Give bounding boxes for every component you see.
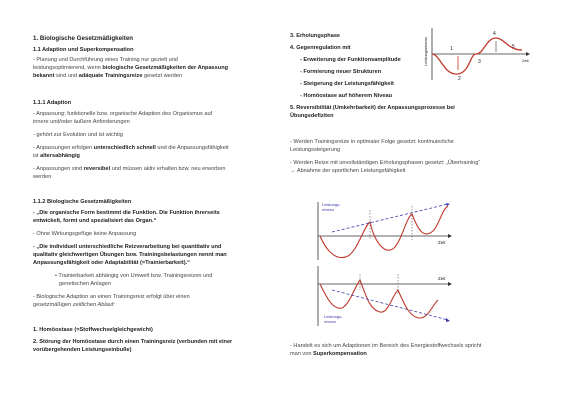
paragraph-line: - Werden Reize mit unvollständigen Erholungsphasen gesetzt: „Übertraining“ [290,160,481,166]
bullet-line: genetischen Anlagen [59,281,111,287]
x-axis-label: Zeit [438,276,446,281]
paragraph-line: ist altersabhängig [33,153,80,159]
section-heading-1-1: 1.1 Adaption und Superkompensation [33,47,134,53]
x-axis-arrow-icon [448,234,452,238]
paragraph-line: werden [33,174,52,180]
paragraph-line: - gehört zur Evolution und ist wichtig [33,132,123,138]
marker-label-2: 2 [458,76,461,82]
paragraph-line: man von Superkompensation [290,351,367,357]
quote-line: entwickelt, formt und spezialisiert das Organ.“ [33,218,157,224]
list-item: 2. Störung der Homöostase durch einen Trainingsreiz (verbunden mit einer [33,339,233,345]
x-axis-label: Zeit [438,240,446,245]
sub-list-item: - Erweiterung der Funktionsamplitude [300,57,401,63]
x-axis-arrow-icon [526,52,530,56]
paragraph-line: - Anpassung: funktionelle bzw. organische Adaption des Organismus auf [33,111,213,117]
trend-line [332,204,448,232]
list-item: 5. Reversibilität (Umkehrbarkeit) der Anpassungsprozesse bei [290,105,455,111]
paragraph-line: → Abnahme der sportlichen Leistungsfähigkeit [290,168,406,174]
trend-arrow-icon [446,203,450,206]
paragraph-line: - Biologische Adaption an einen Trainingsreiz erfolgt über einen [33,294,190,300]
trend-arrow-icon [446,318,450,322]
paragraph-line: gesetzmäßigen zeitlichen Ablauf: [33,302,115,308]
paragraph-line: innere und/oder äußere Anforderungen [33,119,130,125]
level-label: niveau [322,207,334,212]
curve-line [320,206,448,258]
curve-line [320,280,438,318]
marker-label-3: 3 [478,59,481,65]
sub-list-item: - Steigerung der Leistungsfähigkeit [300,81,394,87]
paragraph-line: leistungsoptimierend, wenn biologische Gesetzmäßigkeiten der Anpassung [33,65,229,71]
paragraph-line: - Planung und Durchführung eines Training nur gezielt und [33,57,178,63]
list-item: vorübergehenden Leistungseinbuße) [33,347,132,353]
marker-label-1: 1 [450,46,453,52]
paragraph-line: - Werden Trainingsreize in optimaler Folge gesetzt: kontinuierliche [290,139,454,145]
quote-line: - „Die organische Form bestimmt die Funktion. Die Funktion ihrerseits [33,210,220,216]
paragraph-line: Leistungssteigerung [290,147,341,153]
paragraph-line: - Anpassungen sind reversibel und müssen aktiv erhalten bzw. neu erworben [33,166,226,172]
list-item: 1. Homöostase (=Stoffwechselgleichgewicht) [33,327,153,333]
quote-line: - „Die individuell unterschiedliche Reizverarbeitung bei quantitativ und [33,244,222,250]
section-heading-1-1-1: 1.1.1 Adaption [33,100,72,106]
paragraph-line: - Handelt es sich um Adaptionen im Bereich des Energiestoffwechsels spricht [290,343,482,349]
paragraph-line: - Anpassungen erfolgen unterschiedlich schnell und die Anpassungsfähigkeit [33,145,229,151]
sub-list-item: - Homöostase auf höherem Niveau [300,93,393,99]
list-item: 4. Gegenregulation mit [290,45,351,51]
level-label: Leistungs- [324,314,343,319]
paragraph-line: - Ohne Wirkungsgefüge keine Anpassung [33,231,137,237]
y-axis-label: Leistungsniveau [423,37,428,66]
section-heading-1-1-2: 1.1.2 Biologische Gesetzmäßigkeiten [33,199,132,205]
bullet-line: • Trainierbarkeit abhängig von Umwelt bzw. Trainingsreizen und [55,273,213,279]
list-item: 3. Erholungsphase [290,33,341,39]
marker-label-4: 4 [493,31,496,37]
curve-line [432,38,522,74]
quote-line: qualitativ gleichwertigen Übungen bzw. Trainingsbelastungen nennt man [33,252,227,258]
training-stimulus-figure [312,200,462,330]
trend-line [332,290,448,320]
supercompensation-figure [418,26,534,82]
list-item: Übungsdefiziten [290,113,334,119]
paragraph-line: bekannt sind und adäquate Trainingsreize gesetzt werden [33,73,182,79]
x-axis-label: Zeit [522,58,529,63]
sub-list-item: - Formierung neuer Strukturen [300,69,382,75]
x-axis-arrow-icon [448,282,452,286]
section-title: 1. Biologische Gesetzmäßigkeiten [33,35,134,42]
optimal-sequence-diagram [318,202,452,260]
level-label: Leistungs- [322,202,341,207]
level-label: niveau [324,319,336,324]
overtraining-diagram [318,266,452,326]
quote-line: Anpassungsfähigkeit oder Adaptabilität (=Trainierbarkeit).“ [33,260,190,266]
marker-label-5: 5 [512,44,515,50]
